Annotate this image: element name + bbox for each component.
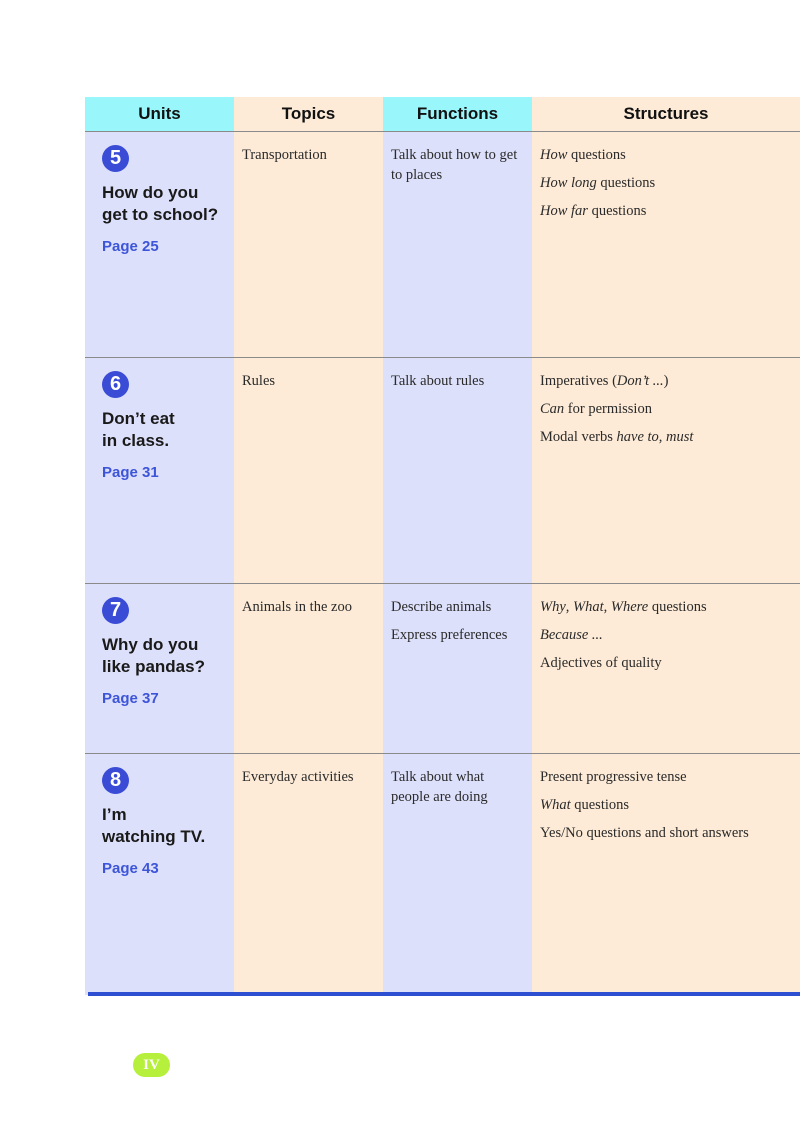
unit-page-link[interactable]: Page 31 <box>102 464 159 481</box>
topic-cell: Animals in the zoo <box>242 599 352 615</box>
function-item: Express preferences <box>391 627 508 643</box>
function-item: Talk about rules <box>391 373 485 389</box>
functions-cell <box>391 145 526 193</box>
unit-title-line2: watching TV. <box>102 827 206 846</box>
structure-item: Modal verbs have to, must <box>540 429 694 445</box>
topic-cell: Rules <box>242 373 276 389</box>
structures-cell <box>540 767 795 851</box>
table-row-unit-8 <box>85 754 800 992</box>
unit-cell <box>102 371 232 481</box>
function-item: Talk about what people are doing <box>391 769 488 805</box>
unit-title-line2: in class. <box>102 431 170 450</box>
structures-cell <box>540 371 795 455</box>
table-row-unit-6 <box>85 358 800 583</box>
structures-cell <box>540 597 795 681</box>
unit-page-link[interactable]: Page 43 <box>102 860 159 877</box>
page-number-badge: IV <box>133 1053 170 1077</box>
unit-title <box>102 634 232 678</box>
structure-item: Why, What, Where questions <box>540 599 707 615</box>
unit-title-line2: get to school? <box>102 205 219 224</box>
structure-item: Can for permission <box>540 401 652 417</box>
unit-number-badge: 7 <box>102 597 129 624</box>
unit-title-line1: How do you <box>102 183 199 202</box>
structure-item: What questions <box>540 797 630 813</box>
header-units: Units <box>85 97 234 131</box>
unit-cell <box>102 597 232 707</box>
topic-cell: Everyday activities <box>242 769 354 785</box>
unit-cell <box>102 145 232 255</box>
unit-page-link[interactable]: Page 37 <box>102 690 159 707</box>
unit-page-link[interactable]: Page 25 <box>102 238 159 255</box>
unit-title-line1: Don’t eat <box>102 409 175 428</box>
syllabus-table <box>85 97 800 995</box>
unit-title-line1: Why do you <box>102 635 199 654</box>
unit-title <box>102 408 232 452</box>
functions-cell <box>391 597 526 653</box>
function-item: Describe animals <box>391 599 492 615</box>
unit-number-badge: 8 <box>102 767 129 794</box>
unit-title <box>102 182 232 226</box>
structure-item: Adjectives of quality <box>540 655 662 671</box>
header-structures: Structures <box>532 97 800 131</box>
structure-item: Imperatives (Don’t ...) <box>540 373 669 389</box>
unit-title-line2: like pandas? <box>102 657 205 676</box>
structure-item: How questions <box>540 147 626 163</box>
header-functions: Functions <box>383 97 532 131</box>
bottom-rule <box>88 992 800 996</box>
table-row-unit-5 <box>85 132 800 357</box>
structures-cell <box>540 145 795 229</box>
unit-number-badge: 5 <box>102 145 129 172</box>
unit-number-badge: 6 <box>102 371 129 398</box>
topic-cell: Transportation <box>242 147 327 163</box>
functions-cell <box>391 767 526 815</box>
structure-item: Yes/No questions and short answers <box>540 825 749 841</box>
structure-item: How long questions <box>540 175 656 191</box>
structure-item: Because ... <box>540 627 603 643</box>
header-topics: Topics <box>234 97 383 131</box>
unit-title <box>102 804 232 848</box>
function-item: Talk about how to get to places <box>391 147 518 183</box>
structure-item: Present progressive tense <box>540 769 687 785</box>
table-row-unit-7 <box>85 584 800 753</box>
functions-cell <box>391 371 526 399</box>
structure-item: How far questions <box>540 203 647 219</box>
unit-cell <box>102 767 232 877</box>
unit-title-line1: I’m <box>102 805 127 824</box>
